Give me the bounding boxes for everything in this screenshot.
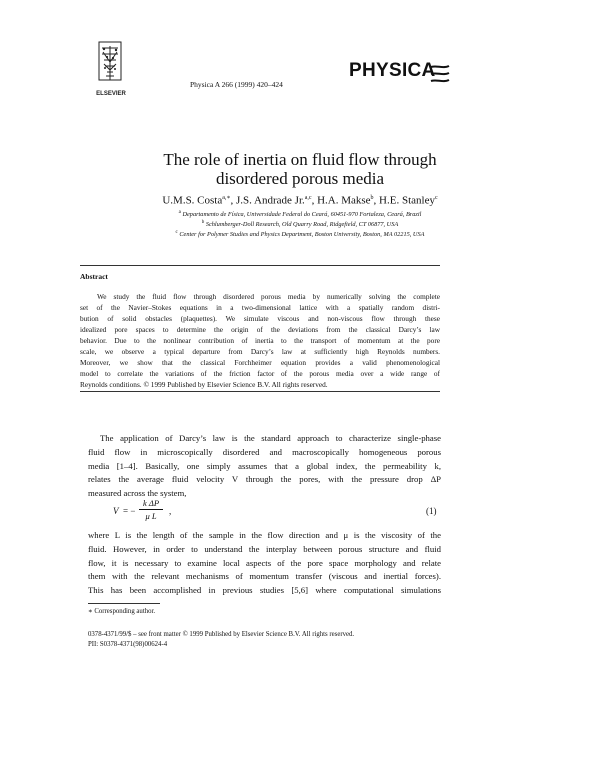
abstract-bottom-rule [80,391,440,392]
affiliation-mark: a [178,210,181,215]
footnote: ∗ Corresponding author. [88,608,156,615]
abstract-line: scale, we observe a typical departure from Darcy’s law at sufficiently high Reynolds numbers. [80,347,440,356]
abstract-line: We study the fluid flow through disordered porous media by numerically solving the complete [97,292,440,301]
affiliation-text: Departamento de Física, Universidade Federal do Ceará, 60451-970 Fortaleza, Ceará, Brazil [182,211,422,219]
footnote-rule [88,603,160,604]
abstract-line: model to correlate the variations of the friction factor of the porous media over a wide range of [80,369,440,378]
body-text-line: fluid flow in microscopically disordered and macroscopically homogeneous porous [88,447,441,457]
body-text-line: media [1–4]. Basically, one simply assumes that a global index, the permeability k, [88,461,441,471]
affiliation [60,220,540,228]
abstract-line: Moreover, we show that the classical Forchheimer equation provides a valid phenomenological [80,358,440,367]
author-name: U.M.S. Costa [162,194,223,207]
elsevier-tree-logo [92,40,130,100]
body-text-line: This has been accomplished in previous studies [5,6] where computational simulations [88,585,441,595]
body-text-line: flow, it is necessary to examine local aspects of the pore space morphology and relate [88,558,441,568]
fraction-bar [139,509,163,510]
equation-denominator: μ L [145,511,157,521]
equation-lhs: V [113,506,119,516]
body-text-line: fluid. However, in order to understand the interplay between porous structure and fluid [88,544,441,554]
abstract-line: bution of solid obstacles (plaquettes). We simulate viscous and non-viscous flow through these [80,314,440,323]
author-name: H.E. Stanley [379,194,435,207]
affiliation-mark: c [175,230,178,235]
body-text-line: The application of Darcy’s law is the standard approach to characterize single-phase [100,433,441,443]
equation-equals: = − [123,506,136,516]
body-text-line: measured across the system, [88,488,187,498]
equation-fraction [139,498,163,521]
affiliation [60,210,540,218]
paper-title-line-2: disordered porous media [215,169,385,188]
pii-line: PII: S0378-4371(98)00624-4 [88,641,168,648]
copyright-line: 0378-4371/99/$ – see front matter © 1999 Published by Elsevier Science B.V. All rights reserved. [88,631,355,638]
body-text-line: them with the relevant mechanisms of momentum transfer (viscous and inertial forces). [88,571,441,581]
journal-reference: Physica A 266 (1999) 420–424 [190,80,283,89]
affiliation-mark: b [201,220,205,225]
author-name: H.A. Makse [317,194,371,207]
abstract-top-rule [80,265,440,266]
equation-numerator: k ΔP [142,498,160,508]
author-affiliation-mark: c [434,195,438,201]
paper-title-line-1: The role of inertia on fluid flow through [163,150,437,169]
abstract-line: Reynolds conditions. © 1999 Published by Elsevier Science B.V. All rights reserved. [80,380,328,389]
abstract-line: behavior. Due to the nonlinear contribution of inertia to the transport of momentum at the pore [80,336,440,345]
physica-emblem-icon [428,63,452,85]
author-affiliation-mark: a,c [304,195,312,201]
abstract-heading: Abstract [80,272,108,281]
author-affiliation-mark: a,∗ [222,195,231,201]
publisher-logo-text: ELSEVIER [96,91,126,97]
author-list: U.M.S. Costa$^{a,∗}$, J.S. Andrade Jr.$^{a,c}$, H.A. Makse$^b$, H.E. Stanley$^c$ [162,194,438,207]
body-text-line: where L is the length of the sample in the flow direction and μ is the viscosity of the [88,530,441,540]
affiliation-text: Center for Polymer Studies and Physics Department, Boston University, Boston, MA 02215, USA [179,231,425,239]
abstract-line: set of the Navier–Stokes equations in a two-dimensional lattice with a spatially random distri- [80,303,440,312]
equation-trailing: , [169,506,172,516]
affiliation [60,230,540,238]
author-name: J.S. Andrade Jr. [236,194,305,207]
affiliation-text: Schlumberger-Doll Research, Old Quarry Road, Ridgefield, CT 06877, USA [205,221,399,229]
author-affiliation-mark: b [370,195,374,201]
equation-1 [113,498,453,526]
abstract-line: idealized pore spaces to determine the origin of the deviations from the classical Darcy’s law [80,325,440,334]
physica-journal-logo: PHYSICA [349,60,436,81]
equation-number: (1) [426,506,437,516]
body-text-line: relates the average fluid velocity V through the pores, with the pressure drop ΔP [88,474,441,484]
